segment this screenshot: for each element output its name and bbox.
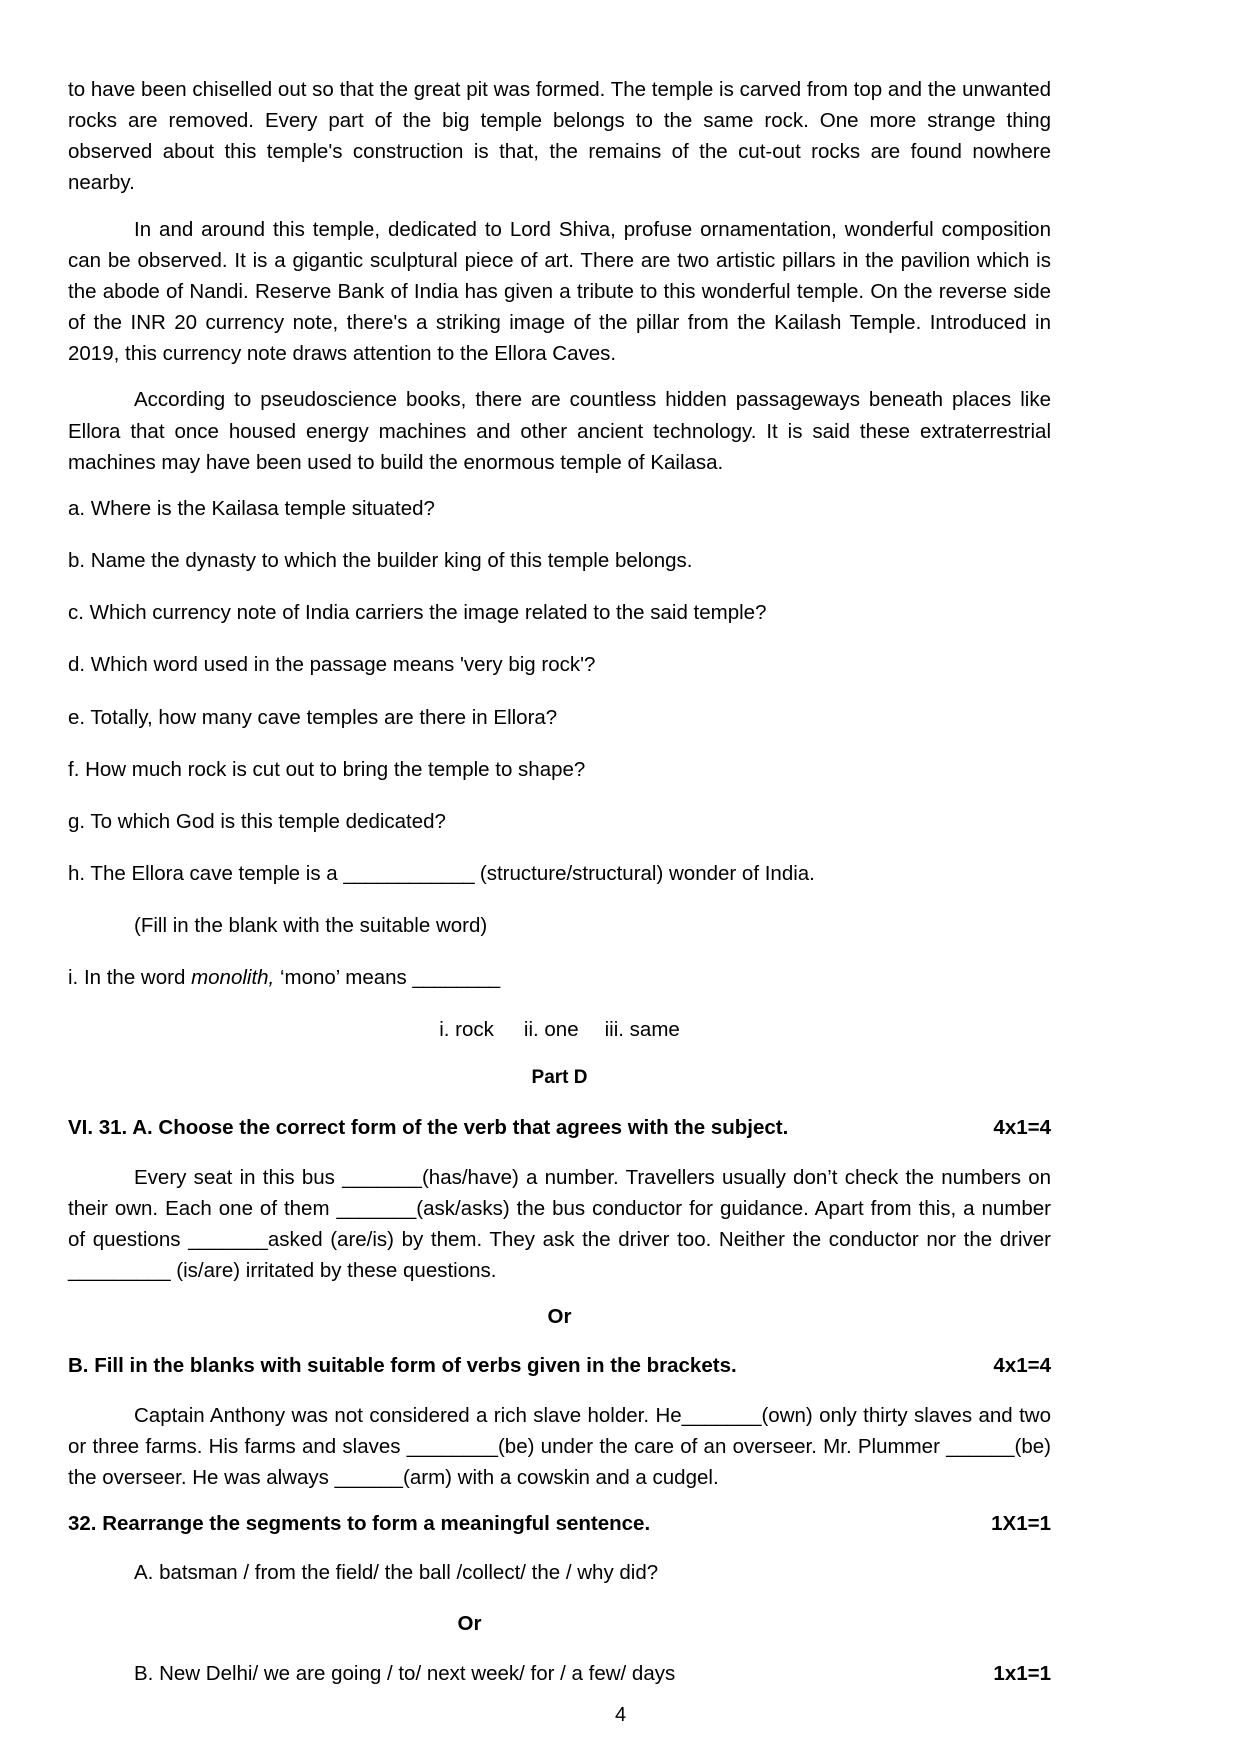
question-i-middle: ‘mono’ means — [274, 966, 413, 990]
question-31b-body: Captain Anthony was not considered a rich slave holder. He_______(own) only thirty slaves and two or three farms. His farms and slaves ________(be) under the care of an overseer. Mr. Plummer ______(be) the overseer. He was always ______(arm) with a cowskin and a cudgel. — [68, 1403, 1051, 1489]
question-31a-title: VI. 31. A. Choose the correct form of the verb that agrees with the subject. — [68, 1116, 789, 1140]
page-number: 4 — [614, 1704, 627, 1726]
question-31a-heading-row — [68, 1112, 1051, 1143]
comprehension-question-f: f. How much rock is cut out to bring the temple to shape? — [68, 757, 586, 781]
question-h-note: (Fill in the blank with the suitable word) — [134, 914, 488, 938]
question-i-blank: ________ — [412, 966, 500, 990]
question-32-option-b: B. New Delhi/ we are going / to/ next week/ for / a few/ days — [134, 1661, 676, 1685]
comprehension-question-b: b. Name the dynasty to which the builder king of this temple belongs. — [68, 549, 693, 573]
question-31b-title: B. Fill in the blanks with suitable form of verbs given in the brackets. — [68, 1354, 737, 1378]
passage-paragraph-2: In and around this temple, dedicated to Lord Shiva, profuse ornamentation, wonderful composition can be observed. It is a gigantic sculptural piece of art. There are two artistic pillars in the pavilion which is the abode of Nandi. Reserve Bank of India has given a tribute to this wonderful temple. On the reverse side of the INR 20 currency note, there's a striking image of the pillar from the Kailash Temple. Introduced in 2019, this currency note draws attention to the Ellora Caves. — [68, 217, 1051, 366]
passage-paragraph-3: According to pseudoscience books, there are countless hidden passageways beneath places like Ellora that once housed energy machines and other ancient technology. It is said these extraterrestrial machines may have been used to build the enormous temple of Kailasa. — [68, 388, 1051, 474]
question-32-option-b-marks: 1x1=1 — [993, 1661, 1051, 1685]
question-31b-heading-row — [68, 1350, 1051, 1381]
option-i: i. rock — [439, 1018, 494, 1042]
question-31b-marks: 4x1=4 — [993, 1354, 1051, 1378]
question-32-marks: 1X1=1 — [991, 1512, 1051, 1536]
comprehension-question-c: c. Which currency note of India carriers the image related to the said temple? — [68, 601, 767, 625]
option-iii: iii. same — [604, 1018, 680, 1042]
comprehension-question-e: e. Totally, how many cave temples are there in Ellora? — [68, 705, 558, 729]
comprehension-question-i — [68, 962, 1051, 993]
document-body — [68, 74, 1051, 1689]
passage-paragraph-1: to have been chiselled out so that the great pit was formed. The temple is carved from top and the unwanted rocks are removed. Every part of the big temple belongs to the same rock. One more strange thing observed about this temple's construction is that, the remains of the cut-out rocks are found nowhere nearby. — [68, 78, 1051, 195]
question-32-option-a: A. batsman / from the field/ the ball /collect/ the / why did? — [134, 1561, 659, 1585]
question-h-prefix: h. The Ellora cave temple is a — [68, 861, 344, 885]
question-31a-marks: 4x1=4 — [993, 1116, 1051, 1140]
question-i-options — [68, 1014, 1051, 1045]
question-32-title: 32. Rearrange the segments to form a meaningful sentence. — [68, 1512, 651, 1536]
question-32-heading-row — [68, 1508, 1051, 1539]
question-i-prefix: i. In the word — [68, 966, 192, 990]
question-31a-body: Every seat in this bus _______(has/have) a number. Travellers usually don’t check the numbers on their own. Each one of them _______(ask/asks) the bus conductor for guidance. Apart from this, a number of questions _______asked (are/is) by them. They ask the driver too. Neither the conductor nor the driver _________ (is/are) irritated by these questions. — [68, 1165, 1051, 1283]
question-h-suffix: (structure/structural) wonder of India. — [474, 861, 815, 885]
comprehension-question-g: g. To which God is this temple dedicated? — [68, 809, 446, 833]
question-i-italic-word: monolith, — [191, 966, 275, 990]
question-h-blank: ____________ — [343, 861, 475, 885]
or-separator-1: Or — [547, 1305, 572, 1329]
comprehension-question-h — [68, 858, 1051, 889]
part-d-heading: Part D — [531, 1066, 588, 1088]
comprehension-question-a: a. Where is the Kailasa temple situated? — [68, 496, 435, 520]
or-separator-2: Or — [457, 1612, 482, 1636]
question-32-option-b-row — [68, 1658, 1051, 1689]
option-ii: ii. one — [523, 1018, 579, 1042]
comprehension-question-d: d. Which word used in the passage means 'very big rock'? — [68, 653, 596, 677]
